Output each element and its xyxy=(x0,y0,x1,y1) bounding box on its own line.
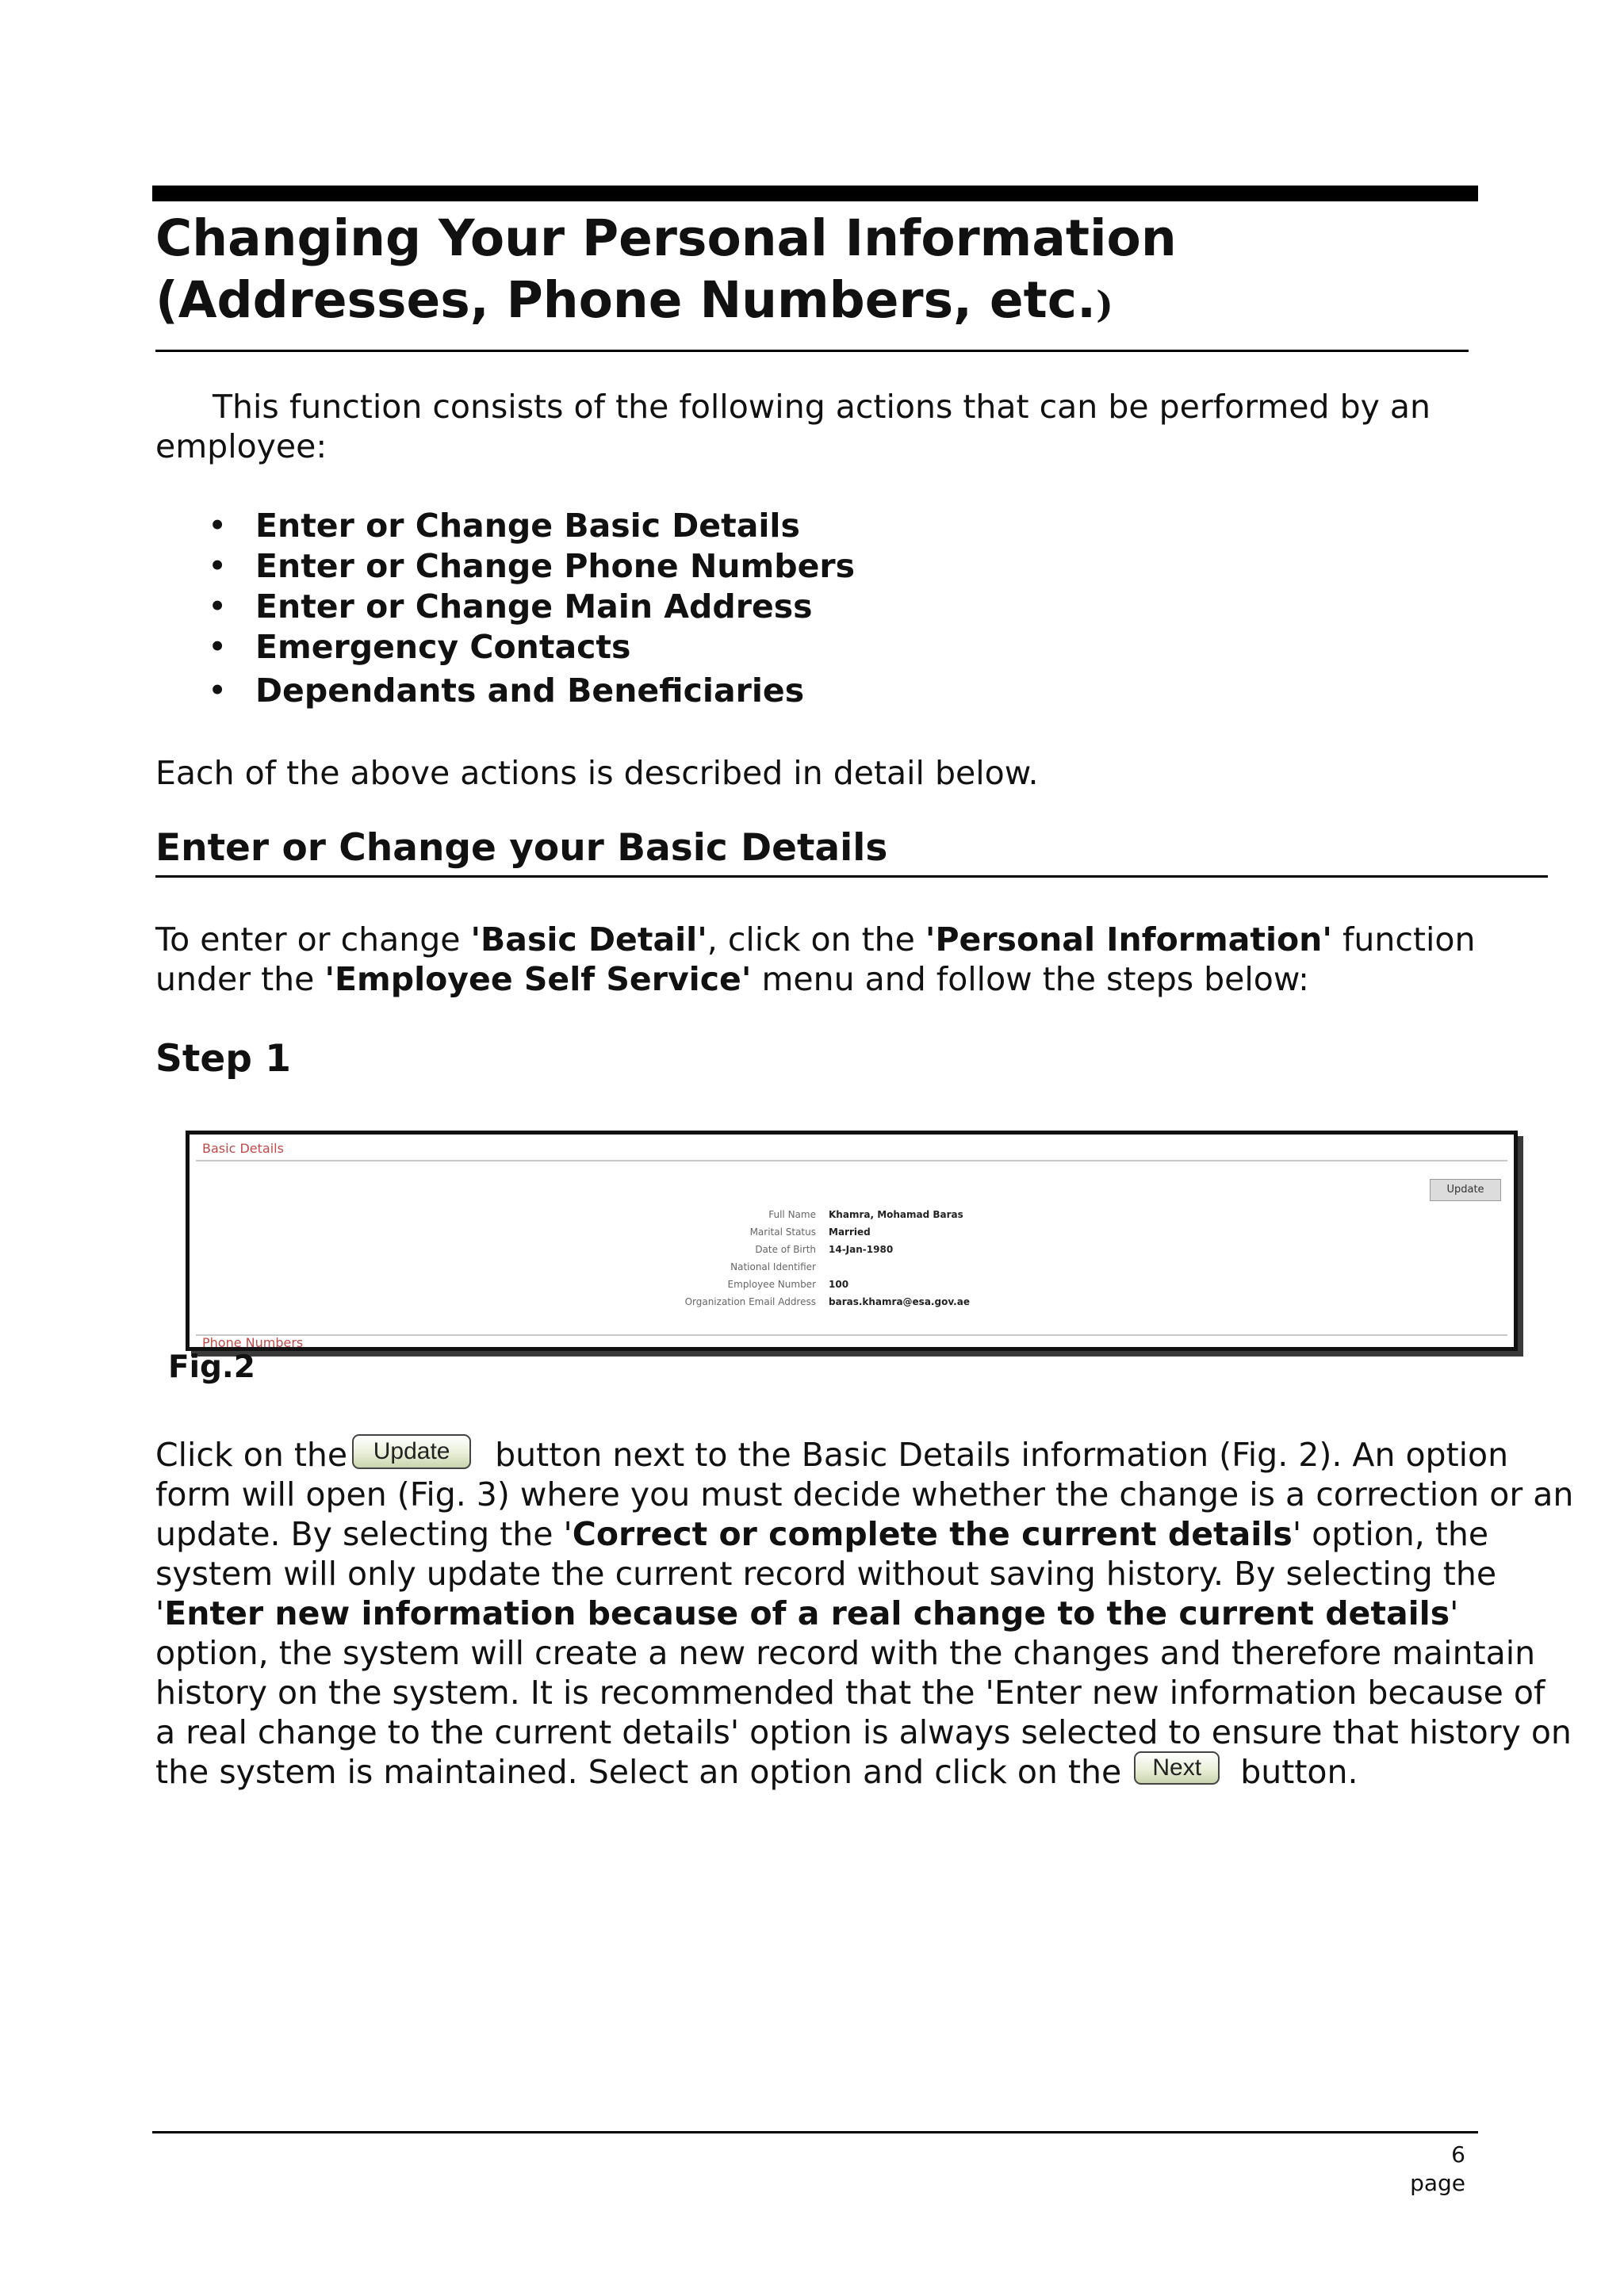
text-run: function under the xyxy=(155,920,1476,998)
bullet-icon: • xyxy=(208,672,228,710)
figure-update-button[interactable]: Update xyxy=(1430,1179,1501,1201)
list-item xyxy=(155,587,855,627)
described-below-text: Each of the above actions is described in detail below. xyxy=(155,754,1039,792)
instruction-paragraph xyxy=(155,920,1535,999)
next-button[interactable]: Next xyxy=(1134,1751,1220,1785)
bullet-icon: • xyxy=(208,547,228,585)
bold-run: Enter new information because of a real change to the current details xyxy=(164,1594,1450,1632)
bold-run: Correct or complete the current details xyxy=(572,1515,1293,1553)
figure-panel-divider xyxy=(196,1160,1507,1161)
action-list xyxy=(155,506,855,711)
body-paragraph xyxy=(155,1435,1575,1792)
field-label: Date of Birth xyxy=(755,1244,816,1255)
list-item-text: Emergency Contacts xyxy=(255,628,631,666)
list-item xyxy=(155,671,855,711)
page-title-paren: ) xyxy=(1096,283,1113,326)
field-label: Organization Email Address xyxy=(684,1296,816,1307)
figure-panel-divider xyxy=(196,1334,1507,1336)
field-label: National Identifier xyxy=(730,1261,816,1272)
list-item xyxy=(155,546,855,587)
text-run: , click on the xyxy=(707,920,925,959)
figure-next-section-title: Phone Numbers xyxy=(202,1335,304,1350)
figure-field-row xyxy=(190,1244,982,1261)
figure-field-row xyxy=(190,1296,982,1314)
text-run: To enter or change xyxy=(155,920,471,959)
text-run: button next to the Basic Details information (Fig. 2). An option form will open (Fig. 3) where you must decide whether the change is a correction or an update. By selecting the ' xyxy=(155,1436,1574,1553)
field-value: 14-Jan-1980 xyxy=(829,1244,894,1255)
intro-paragraph: This function consists of the following actions that can be performed by an employee: xyxy=(155,388,1431,465)
text-run: button. xyxy=(1240,1753,1358,1791)
figure-field-row xyxy=(190,1226,982,1244)
page-title xyxy=(155,208,1488,335)
list-item xyxy=(155,627,855,668)
field-label: Marital Status xyxy=(749,1226,816,1238)
title-underline xyxy=(155,350,1469,352)
bold-run: 'Employee Self Service' xyxy=(324,960,752,998)
text-run: menu and follow the steps below: xyxy=(751,960,1309,998)
field-label: Employee Number xyxy=(727,1279,816,1290)
field-value: baras.khamra@esa.gov.ae xyxy=(829,1296,970,1307)
list-item-text: Enter or Change Basic Details xyxy=(255,507,800,545)
section-underline xyxy=(155,875,1548,878)
page-title-text: Changing Your Personal Information (Addresses, Phone Numbers, etc. xyxy=(155,209,1177,329)
figure-field-row xyxy=(190,1279,982,1296)
text-run: Click on the xyxy=(155,1436,348,1474)
list-item-text: Enter or Change Phone Numbers xyxy=(255,547,855,585)
figure-caption: Fig.2 xyxy=(168,1349,255,1385)
list-item xyxy=(155,506,855,546)
text-run: ' option, the system will only update the current record without saving history. By selecting the ' xyxy=(155,1515,1497,1632)
field-label: Full Name xyxy=(768,1209,816,1220)
section-heading: Enter or Change your Basic Details xyxy=(155,826,888,870)
field-value: 100 xyxy=(829,1279,849,1290)
basic-details-figure xyxy=(186,1131,1518,1351)
update-button[interactable]: Update xyxy=(352,1434,471,1469)
figure-field-row xyxy=(190,1209,982,1226)
footer-rule xyxy=(152,2131,1478,2133)
figure-field-row xyxy=(190,1261,982,1279)
field-value: Khamra, Mohamad Baras xyxy=(829,1209,963,1220)
bold-run: 'Personal Information' xyxy=(925,920,1332,959)
step-heading: Step 1 xyxy=(155,1037,291,1081)
figure-panel-title: Basic Details xyxy=(202,1141,284,1156)
bullet-icon: • xyxy=(208,628,228,666)
top-heavy-rule xyxy=(152,186,1478,201)
bold-run: 'Basic Detail' xyxy=(470,920,707,959)
page-number: 6 page xyxy=(1410,2141,1465,2196)
list-item-text: Enter or Change Main Address xyxy=(255,587,813,626)
bullet-icon: • xyxy=(208,587,228,626)
bullet-icon: • xyxy=(208,507,228,545)
list-item-text: Dependants and Beneficiaries xyxy=(255,672,805,710)
text-run: ' option, the system will create a new record with the changes and therefore maintain history on the system. It is recommended that the 'Enter new information because of a real change to the current details' option is always selected to ensure that history on the system is maintained. Select an option and click on the xyxy=(155,1594,1572,1791)
field-value: Married xyxy=(829,1226,871,1238)
